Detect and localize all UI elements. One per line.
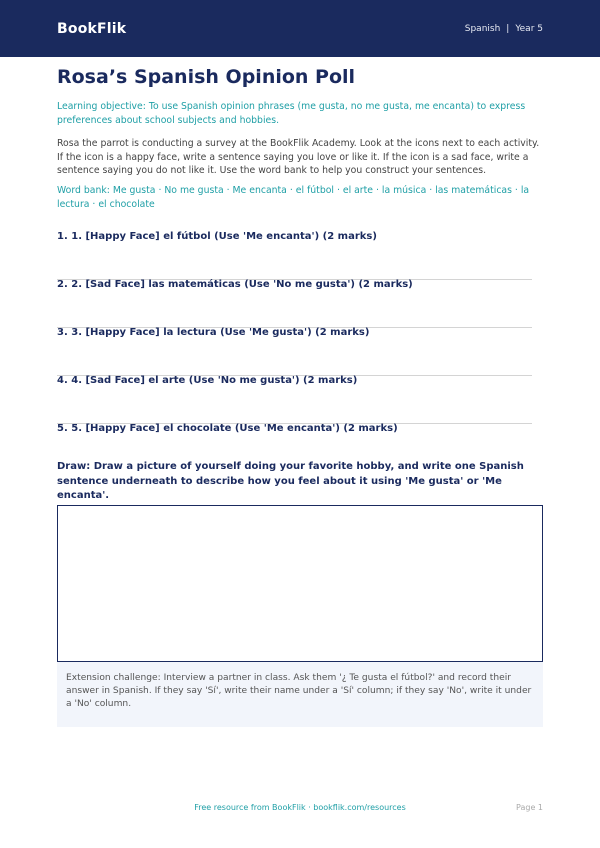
subject-label: Spanish: [464, 23, 501, 34]
page-header: [0, 0, 600, 57]
instructions: Rosa the parrot is conducting a survey at the BookFlik Academy. Look at the icons next to each activity. If the icon is a happy face, write a sentence saying you love or like it. If the icon is a sad face, write a sentence saying you do not like it. Use the word bank to help you construct your sentences.: [57, 138, 540, 176]
page-number: Page 1: [516, 803, 543, 812]
learning-objective: Learning objective: To use Spanish opinion phrases (me gusta, no me gusta, me encanta) to express preferences about school subjects and hobbies.: [57, 101, 526, 126]
page-title: Rosa’s Spanish Opinion Poll: [57, 66, 356, 88]
word-bank: Word bank: Me gusta · No me gusta · Me encanta · el fútbol · el arte · la música · las matemáticas · la lectura · el chocolate: [57, 185, 530, 210]
question-2: 2. 2. [Sad Face] las matemáticas (Use 'No me gusta') (2 marks): [57, 279, 413, 290]
year-label: Year 5: [515, 23, 543, 34]
extension-challenge: Extension challenge: Interview a partner in class. Ask them '¿ Te gusta el fútbol?' and record their answer in Spanish. If they say 'Sí', write their name under a 'Sí' column; if they say 'No', write it under a 'No' column.: [57, 662, 543, 727]
question-3: 3. 3. [Happy Face] la lectura (Use 'Me gusta') (2 marks): [57, 327, 370, 338]
question-4: 4. 4. [Sad Face] el arte (Use 'No me gusta') (2 marks): [57, 375, 358, 386]
question-5: 5. 5. [Happy Face] el chocolate (Use 'Me encanta') (2 marks): [57, 423, 398, 434]
brand-logo: BookFlik: [57, 20, 127, 37]
draw-prompt: Draw: Draw a picture of yourself doing your favorite hobby, and write one Spanish sentence underneath to describe how you feel about it using 'Me gusta' or 'Me encanta'.: [57, 461, 524, 501]
meta-separator: |: [506, 23, 510, 34]
drawing-box[interactable]: [57, 505, 543, 662]
question-1: 1. 1. [Happy Face] el fútbol (Use 'Me encanta') (2 marks): [57, 231, 377, 242]
footer-credit: Free resource from BookFlik · bookflik.com/resources: [194, 803, 406, 812]
header-meta: [465, 24, 543, 34]
